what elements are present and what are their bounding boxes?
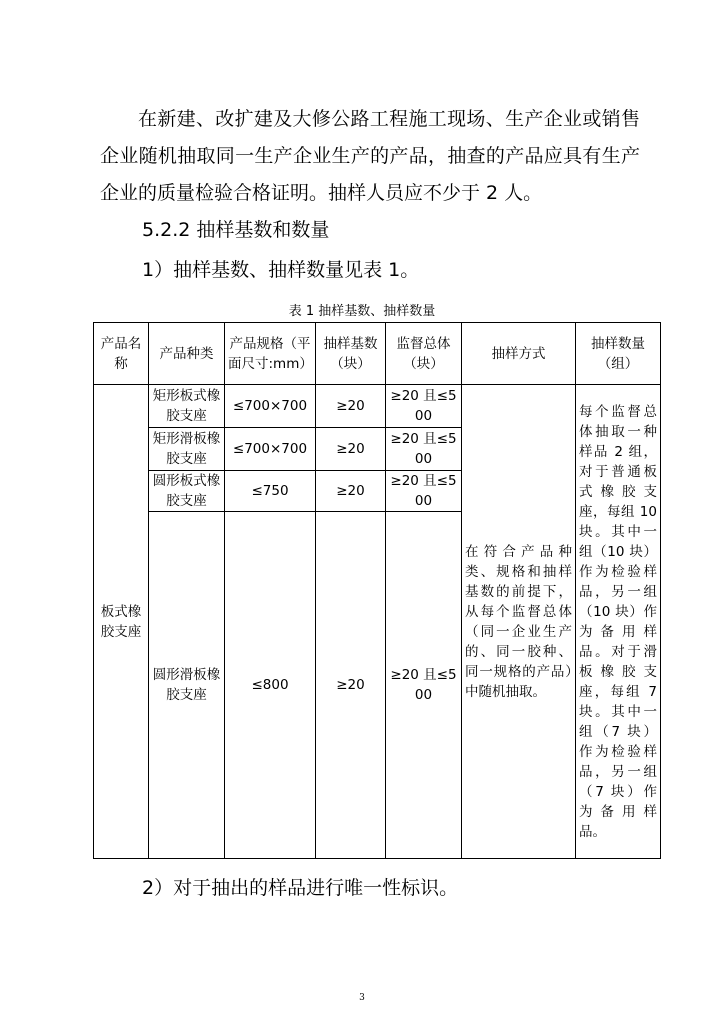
- list-item-2: 2）对于抽出的样品进行唯一性标识。: [142, 877, 459, 899]
- cell-type: 矩形板式橡胶支座: [149, 385, 225, 428]
- cell-base: ≥20: [316, 428, 386, 471]
- list-item-1: 1）抽样基数、抽样数量见表 1。: [142, 259, 420, 281]
- cell-total: ≥20 且≤500: [386, 512, 462, 859]
- cell-base: ≥20: [316, 471, 386, 512]
- table-caption: 表 1 抽样基数、抽样数量: [288, 304, 436, 319]
- header-product-spec: 产品规格（平面尺寸:mm）: [225, 323, 316, 385]
- page-number: 3: [359, 993, 365, 1003]
- sampling-table: [93, 322, 661, 859]
- cell-total: ≥20 且≤500: [386, 428, 462, 471]
- cell-type: 圆形板式橡胶支座: [149, 471, 225, 512]
- header-sampling-method: 抽样方式: [462, 323, 576, 385]
- cell-spec: ≤750: [225, 471, 316, 512]
- header-sample-base: 抽样基数（块）: [316, 323, 386, 385]
- table-header-row: [94, 323, 661, 385]
- cell-sampling-method: 在符合产品种类、规格和抽样基数的前提下，从每个监督总体（同一企业生产的、同一胶种、同一规格的产品）中随机抽取。: [462, 385, 576, 859]
- header-product-name: 产品名称: [94, 323, 149, 385]
- cell-sample-quantity: 每个监督总体抽取一种样品 2 组，对于普通板式橡胶支座，每组 10 块。其中一组（10 块）作为检验样品，另一组（10 块）作为备用样品。对于滑板橡胶支座，每组 7 块。其中一组（7 块）作为检验样品，另一组（7 块）作为备用样品。: [576, 385, 661, 859]
- cell-total: ≥20 且≤500: [386, 471, 462, 512]
- header-product-type: 产品种类: [149, 323, 225, 385]
- cell-spec: ≤700×700: [225, 428, 316, 471]
- header-sample-quantity: 抽样数量（组）: [576, 323, 661, 385]
- header-supervision-total: 监督总体（块）: [386, 323, 462, 385]
- cell-type: 矩形滑板橡胶支座: [149, 428, 225, 471]
- cell-total: ≥20 且≤500: [386, 385, 462, 428]
- table-row: [94, 385, 661, 428]
- cell-type: 圆形滑板橡胶支座: [149, 512, 225, 859]
- section-heading: 5.2.2 抽样基数和数量: [142, 219, 330, 241]
- intro-paragraph: 在新建、改扩建及大修公路工程施工现场、生产企业或销售企业随机抽取同一生产企业生产的产品，抽查的产品应具有生产企业的质量检验合格证明。抽样人员应不少于 2 人。: [100, 108, 640, 204]
- cell-base: ≥20: [316, 385, 386, 428]
- cell-base: ≥20: [316, 512, 386, 859]
- cell-spec: ≤800: [225, 512, 316, 859]
- cell-product-name: 板式橡胶支座: [94, 385, 149, 859]
- cell-spec: ≤700×700: [225, 385, 316, 428]
